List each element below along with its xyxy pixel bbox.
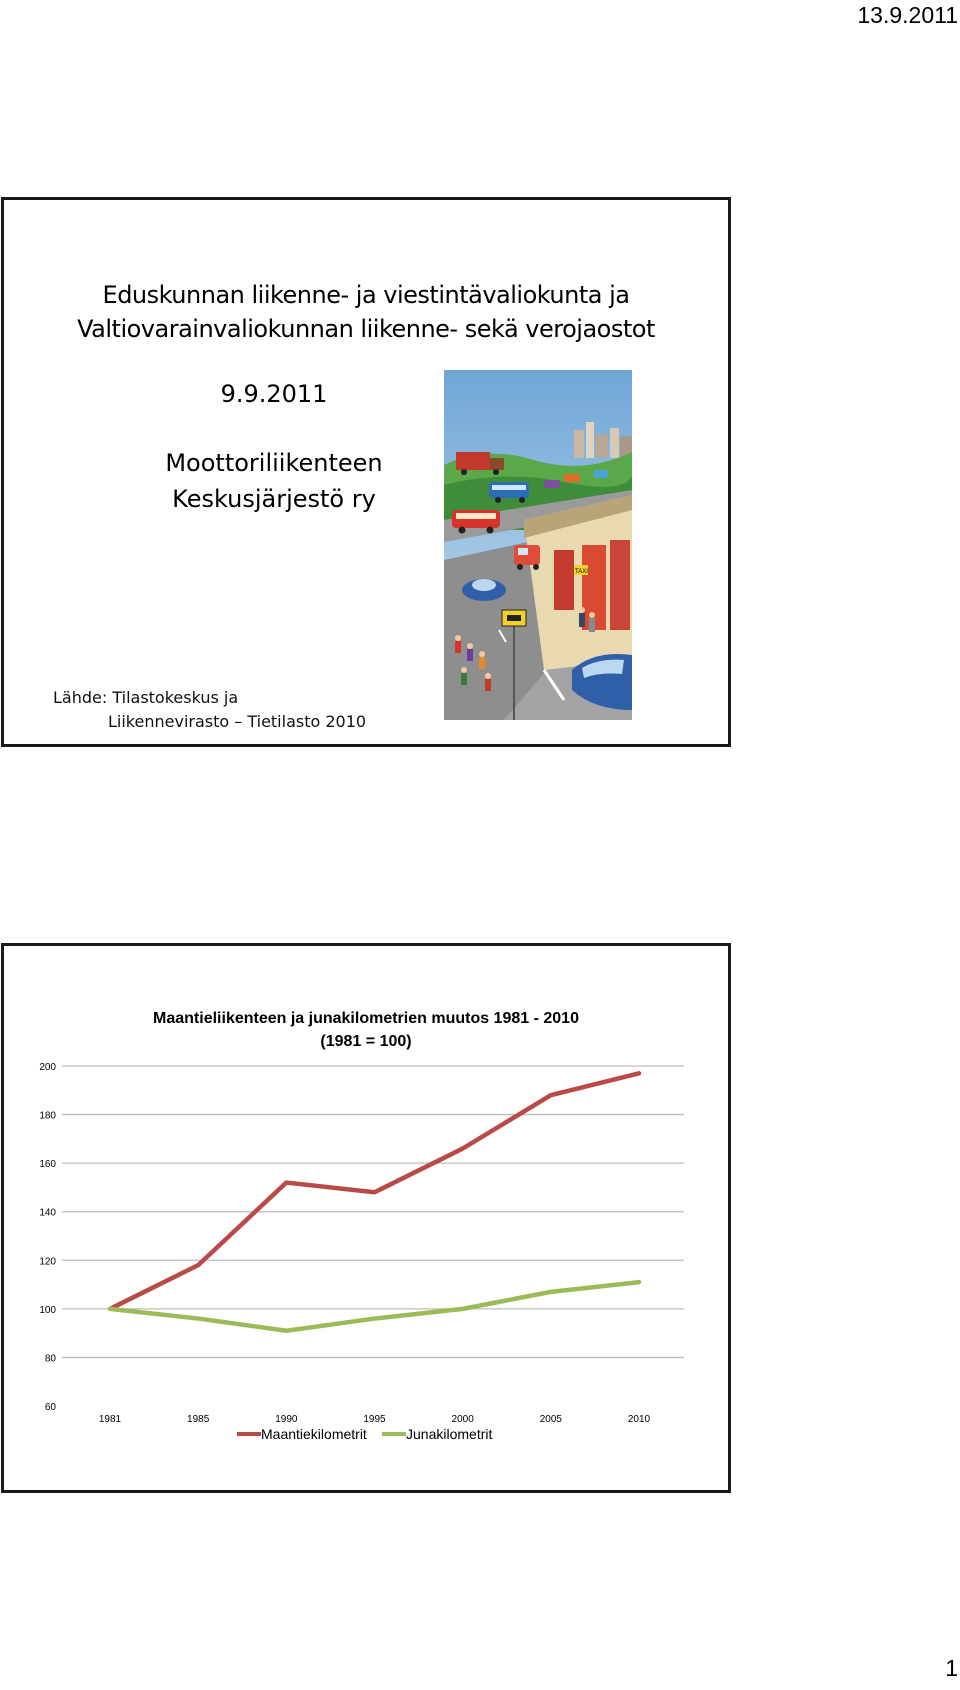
chart-title: Maantieliikenteen ja junakilometrien muutos 1981 - 2010	[153, 1010, 579, 1027]
chart-slide	[1, 943, 731, 1493]
source-line: Liikennevirasto – Tietilasto 2010	[108, 712, 367, 731]
source-note	[53, 686, 366, 734]
y-tick-label: 200	[39, 1062, 56, 1073]
x-tick-label: 2000	[451, 1414, 474, 1425]
x-tick-label: 2005	[539, 1414, 562, 1425]
x-tick-label: 1995	[363, 1414, 386, 1425]
chart-legend	[237, 1426, 492, 1442]
blue-car	[462, 579, 506, 601]
y-tick-label: 80	[44, 1353, 56, 1365]
series-line-maantiekilometrit	[110, 1073, 639, 1309]
y-axis-ticks	[39, 1062, 56, 1413]
organization-line: Keskusjärjestö ry	[172, 485, 376, 513]
x-axis-ticks	[99, 1414, 651, 1425]
y-tick-label: 140	[39, 1207, 56, 1219]
traffic-street-scene-illustration	[444, 370, 632, 720]
series-line-junakilometrit	[110, 1282, 639, 1331]
y-tick-label: 100	[39, 1304, 56, 1316]
y-tick-label: 180	[39, 1110, 56, 1122]
svg-text:TAXI: TAXI	[575, 569, 588, 575]
line-chart	[4, 946, 728, 1490]
page-number: 1	[945, 1655, 958, 1681]
legend-label: Maantiekilometrit	[261, 1426, 367, 1442]
x-tick-label: 1990	[275, 1414, 298, 1425]
y-tick-label: 160	[39, 1159, 56, 1171]
organization-name	[94, 445, 454, 517]
legend-label: Junakilometrit	[406, 1426, 493, 1442]
organization-line: Moottoriliikenteen	[165, 449, 383, 477]
x-tick-label: 1981	[98, 1414, 122, 1425]
slide-date: 9.9.2011	[220, 380, 328, 408]
slide-title-line: Valtiovarainvaliokunnan liikenne- sekä verojaostot	[77, 315, 655, 343]
x-tick-label: 2010	[627, 1414, 651, 1425]
slide-title-line: Eduskunnan liikenne- ja viestintävaliokunta ja	[102, 281, 630, 309]
source-line: Lähde: Tilastokeskus ja	[53, 688, 239, 707]
title-slide	[1, 197, 731, 747]
slide-title	[4, 278, 728, 346]
page-date: 13.9.2011	[857, 2, 958, 28]
x-tick-label: 1985	[187, 1414, 210, 1425]
y-tick-label: 60	[44, 1402, 56, 1413]
chart-subtitle: (1981 = 100)	[320, 1033, 412, 1050]
y-tick-label: 120	[39, 1256, 56, 1268]
chart-series	[110, 1073, 639, 1331]
